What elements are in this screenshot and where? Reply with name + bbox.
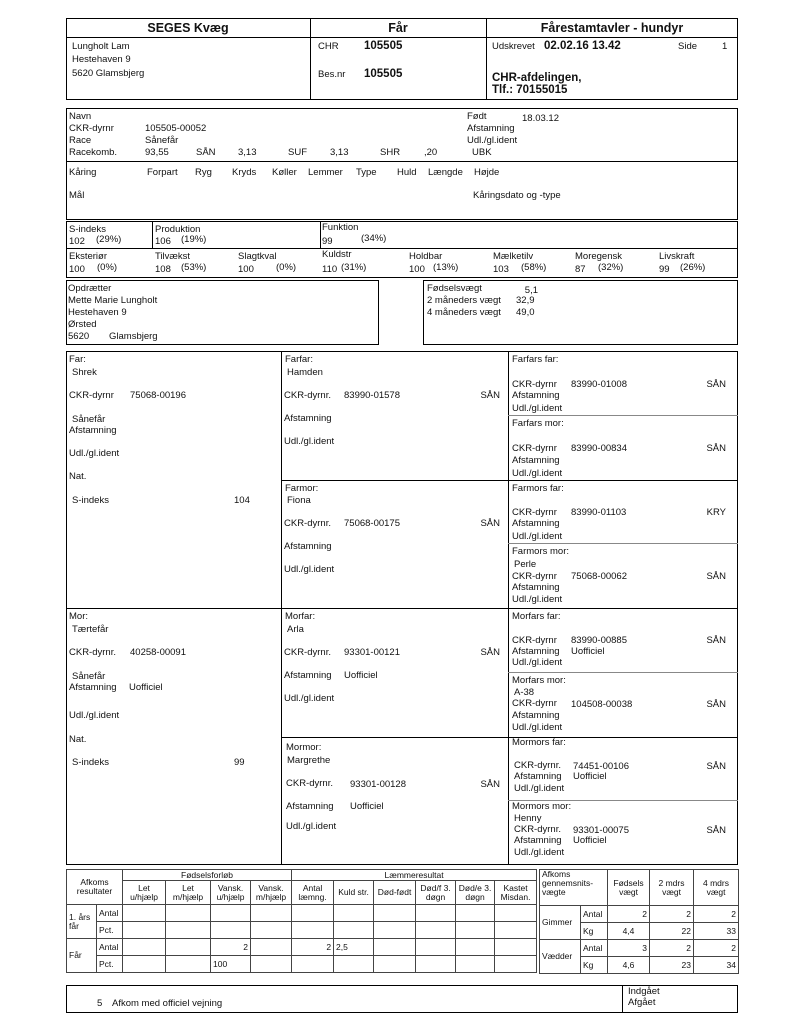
index-pct: (31%) <box>341 262 367 273</box>
udl-label: Udl./gl.ident <box>512 403 563 414</box>
index-label: Funktion <box>322 222 359 233</box>
column-header: Kastet Misdan. <box>495 881 537 905</box>
sire-name: Shrek <box>72 367 97 378</box>
table-cell <box>123 956 166 973</box>
race-label: Race <box>69 135 92 146</box>
gg-ckr: 93301-00075 <box>573 825 629 836</box>
index-label: Eksteriør <box>69 251 107 262</box>
sire-title: Far: <box>69 354 86 365</box>
grandparent-title: Morfar: <box>285 611 316 622</box>
row-label: Pct. <box>97 956 123 973</box>
weight-label: 2 måneders vægt <box>427 295 501 306</box>
sire-ckr: 75068-00196 <box>130 390 186 401</box>
table-cell <box>374 905 416 922</box>
index-label: Kuldstr <box>322 249 352 260</box>
index-pct: (0%) <box>97 262 118 273</box>
gg-title: Morfars far: <box>512 611 561 622</box>
table-cell <box>123 905 166 922</box>
table-cell: 2 <box>211 939 251 956</box>
table-cell <box>495 922 537 939</box>
index-label: Produktion <box>155 224 201 235</box>
gg-breed: SÅN <box>706 761 726 772</box>
row-label: Antal <box>97 905 123 922</box>
index-value: 108 <box>155 264 171 275</box>
column-header: Fødsels vægt <box>608 870 650 906</box>
udl-label: Udl./gl.ident <box>512 468 563 479</box>
born-date: 18.03.12 <box>522 113 559 124</box>
table-cell <box>416 922 456 939</box>
growth-header: Afkoms gennemsnits-vægte <box>540 870 608 906</box>
table-row <box>540 940 739 957</box>
index-value: 87 <box>575 264 586 275</box>
table-row <box>67 905 537 922</box>
table-cell: 2,5 <box>334 939 374 956</box>
ckr-label: CKR-dyrnr. <box>286 778 333 789</box>
udl-label: Udl./gl.ident <box>467 135 518 146</box>
row-group-label: Får <box>67 939 97 973</box>
dam-title: Mor: <box>69 611 88 622</box>
racekomb-value: ,20 <box>424 147 438 158</box>
maal-label: Mål <box>69 190 85 201</box>
grandparent-ckr: 93301-00121 <box>344 647 400 658</box>
karing-col: Forpart <box>147 167 178 178</box>
udl-label: Udl./gl.ident <box>284 436 335 447</box>
sire-ckr-label: CKR-dyrnr <box>69 390 114 401</box>
dam-name: Tærtefår <box>72 624 109 635</box>
racekomb-label: Racekomb. <box>69 147 118 158</box>
racekomb-value: 3,13 <box>330 147 349 158</box>
breeder-zip: 5620 <box>68 331 90 342</box>
table-cell <box>456 922 495 939</box>
afstamning-label: Afstamning <box>514 771 562 782</box>
grandparent-ckr: 93301-00128 <box>350 779 406 790</box>
afstamning-label: Afstamning <box>512 646 560 657</box>
gg-breed: KRY <box>706 507 726 518</box>
ckr-label: CKR-dyrnr <box>69 123 114 134</box>
udl-label: Udl./gl.ident <box>512 657 563 668</box>
weight-value: 49,0 <box>516 307 535 318</box>
table-cell <box>416 905 456 922</box>
column-header: Let u/hjælp <box>123 881 166 905</box>
table-cell <box>495 956 537 973</box>
index-label: Livskraft <box>659 251 695 262</box>
udl-label: Udl./gl.ident <box>284 693 335 704</box>
table-cell <box>334 956 374 973</box>
index-pct: (53%) <box>181 262 207 273</box>
index-label: Tilvækst <box>155 251 191 262</box>
afstamning-label: Afstamning <box>284 670 332 681</box>
name-label: Navn <box>69 111 92 122</box>
gg-ckr: 83990-01008 <box>571 379 627 390</box>
species-title: Får <box>388 21 408 35</box>
table-cell <box>456 939 495 956</box>
ckr-label: CKR-dyrnr. <box>284 390 331 401</box>
sire-afstamning-label: Afstamning <box>69 425 117 436</box>
table-cell <box>292 922 334 939</box>
born-label: Født <box>467 111 487 122</box>
gg-ckr: 83990-00834 <box>571 443 627 454</box>
gg-title: Farfars far: <box>512 354 559 365</box>
gg-breed: SÅN <box>706 443 726 454</box>
gg-ckr: 83990-00885 <box>571 635 627 646</box>
chr-label: CHR <box>318 41 339 52</box>
column-header: Vansk. m/hjælp <box>251 881 292 905</box>
index-value: 102 <box>69 236 85 247</box>
animal-race: Sånefår <box>145 135 179 146</box>
table-cell: 3 <box>608 940 650 957</box>
table-cell <box>166 939 211 956</box>
dam-sindeks-label: S-indeks <box>72 757 109 768</box>
weight-label: Fødselsvægt <box>427 283 482 294</box>
gg-breed: SÅN <box>706 825 726 836</box>
afstamning-label: Afstamning <box>512 390 560 401</box>
udl-label: Udl./gl.ident <box>512 531 563 542</box>
grandparent-breed: SÅN <box>480 518 500 529</box>
gg-afstamning: Uofficiel <box>571 646 605 657</box>
grandparent-ckr: 75068-00175 <box>344 518 400 529</box>
table-cell <box>211 905 251 922</box>
table-cell <box>251 956 292 973</box>
table-cell <box>123 939 166 956</box>
breeder-label: Opdrætter <box>68 283 112 294</box>
table-cell <box>251 939 292 956</box>
table-cell <box>416 939 456 956</box>
index-value: 106 <box>155 236 171 247</box>
gg-ckr: 75068-00062 <box>571 571 627 582</box>
document-title: Fårestamtavler - hundyr <box>540 21 684 35</box>
footer-text: Afkom med officiel vejning <box>112 998 223 1009</box>
dam-nat-label: Nat. <box>69 734 87 745</box>
table-cell <box>456 905 495 922</box>
row-label: Antal <box>97 939 123 956</box>
breeder-city: Glamsbjerg <box>109 331 158 342</box>
table-cell: 4,6 <box>608 957 650 974</box>
afstamning-label: Afstamning <box>512 455 560 466</box>
udl-label: Udl./gl.ident <box>512 722 563 733</box>
sire-sindeks: 104 <box>234 495 250 506</box>
table-cell <box>495 905 537 922</box>
gg-ckr: 83990-01103 <box>571 507 627 518</box>
table-cell <box>374 922 416 939</box>
index-pct: (26%) <box>680 262 706 273</box>
table-cell <box>211 922 251 939</box>
table-cell <box>166 956 211 973</box>
index-label: S-indeks <box>69 224 106 235</box>
gg-title: Mormors mor: <box>512 801 572 812</box>
index-pct: (13%) <box>433 262 459 273</box>
sire-udl-label: Udl./gl.ident <box>69 448 120 459</box>
table-cell <box>374 939 416 956</box>
udl-label: Udl./gl.ident <box>284 564 335 575</box>
column-header: Død-født <box>374 881 416 905</box>
page-number: 1 <box>722 41 728 52</box>
gg-breed: SÅN <box>706 379 726 390</box>
ckr-label: CKR-dyrnr <box>512 379 557 390</box>
grandparent-afstamning: Uofficiel <box>350 801 384 812</box>
gg-title: Farmors far: <box>512 483 564 494</box>
ckr-label: CKR-dyrnr <box>512 698 557 709</box>
row-label: Pct. <box>97 922 123 939</box>
gg-name: Henny <box>514 813 542 824</box>
index-label: Moregensk <box>575 251 622 262</box>
karing-col: Længde <box>428 167 463 178</box>
grandparent-name: Arla <box>287 624 304 635</box>
grandparent-breed: SÅN <box>480 779 500 790</box>
index-label: Slagtkval <box>238 251 277 262</box>
table-cell: 2 <box>608 906 650 923</box>
afstamning-label: Afstamning <box>467 123 515 134</box>
table-cell: 2 <box>650 906 694 923</box>
grandparent-breed: SÅN <box>480 390 500 401</box>
column-header: Kuld str. <box>334 881 374 905</box>
index-label: Holdbar <box>409 251 443 262</box>
table-row <box>540 906 739 923</box>
afstamning-label: Afstamning <box>512 582 560 593</box>
column-header: 2 mdrs vægt <box>650 870 694 906</box>
karing-date-label: Kåringsdato og -type <box>473 190 561 201</box>
column-header: Død/f 3. døgn <box>416 881 456 905</box>
table-cell <box>251 922 292 939</box>
index-pct: (32%) <box>598 262 624 273</box>
gg-breed: SÅN <box>706 699 726 710</box>
afstamning-label: Afstamning <box>514 835 562 846</box>
racekomb-breed: SUF <box>288 147 307 158</box>
chr-value: 105505 <box>364 40 403 52</box>
racekomb-breed: UBK <box>472 147 492 158</box>
gg-name: A-38 <box>514 687 535 698</box>
table-cell <box>495 939 537 956</box>
karing-col: Køller <box>272 167 297 178</box>
besnr-value: 105505 <box>364 68 403 80</box>
column-header: Vansk. u/hjælp <box>211 881 251 905</box>
table-cell: 2 <box>292 939 334 956</box>
ckr-label: CKR-dyrnr. <box>514 824 561 835</box>
gg-title: Morfars mor: <box>512 675 566 686</box>
row-label: Kg <box>581 957 608 974</box>
dam-udl-label: Udl./gl.ident <box>69 710 120 721</box>
udl-label: Udl./gl.ident <box>286 821 337 832</box>
table-cell <box>166 922 211 939</box>
udl-label: Udl./gl.ident <box>514 847 565 858</box>
grandparent-name: Margrethe <box>287 755 331 766</box>
afstamning-label: Afstamning <box>286 801 334 812</box>
sire-nat-label: Nat. <box>69 471 87 482</box>
afstamning-label: Afstamning <box>512 518 560 529</box>
table-cell <box>166 905 211 922</box>
karing-col: Ryg <box>195 167 212 178</box>
index-value: 100 <box>69 264 85 275</box>
dam-race: Sånefår <box>72 671 106 682</box>
index-pct: (0%) <box>276 262 297 273</box>
table-row <box>67 956 537 973</box>
dept-phone: Tlf.: 70155015 <box>492 84 568 96</box>
grandparent-title: Farmor: <box>285 483 319 494</box>
index-pct: (29%) <box>96 234 122 245</box>
grandparent-name: Fiona <box>287 495 311 506</box>
offspring-table <box>66 869 537 973</box>
breeder-name: Mette Marie Lungholt <box>68 295 158 306</box>
animal-ckr: 105505-00052 <box>145 123 207 134</box>
table-cell: 34 <box>694 957 739 974</box>
dam-sindeks: 99 <box>234 757 245 768</box>
grandparent-title: Farfar: <box>285 354 313 365</box>
index-pct: (19%) <box>181 234 207 245</box>
grandparent-afstamning: Uofficiel <box>344 670 378 681</box>
dam-ckr: 40258-00091 <box>130 647 186 658</box>
gg-afstamning: Uofficiel <box>573 835 607 846</box>
grandparent-title: Mormor: <box>286 742 322 753</box>
index-value: 100 <box>409 264 425 275</box>
ckr-label: CKR-dyrnr <box>512 443 557 454</box>
grandparent-name: Hamden <box>287 367 323 378</box>
karing-label: Kåring <box>69 167 97 178</box>
weight-value: 5,1 <box>524 285 538 296</box>
weight-label: 4 måneders vægt <box>427 307 501 318</box>
breeder-town: Ørsted <box>68 319 97 330</box>
table-cell <box>292 956 334 973</box>
printed-value: 02.02.16 13.42 <box>544 40 621 52</box>
gg-title: Farfars mor: <box>512 418 564 429</box>
row-label: Antal <box>581 940 608 957</box>
gg-afstamning: Uofficiel <box>573 771 607 782</box>
afstamning-label: Afstamning <box>512 710 560 721</box>
sire-race: Sånefår <box>72 414 106 425</box>
index-value: 110 <box>322 264 338 275</box>
karing-col: Type <box>356 167 377 178</box>
grandparent-breed: SÅN <box>480 647 500 658</box>
ckr-label: CKR-dyrnr <box>512 571 557 582</box>
row-group-label: Vædder <box>540 940 581 974</box>
afgaet-label: Afgået <box>628 997 656 1008</box>
index-value: 103 <box>493 264 509 275</box>
ckr-label: CKR-dyrnr. <box>284 647 331 658</box>
footer-count: 5 <box>97 998 103 1009</box>
afstamning-label: Afstamning <box>284 541 332 552</box>
row-label: Kg <box>581 923 608 940</box>
table-cell <box>416 956 456 973</box>
table-cell: 2 <box>650 940 694 957</box>
afkom-header: Afkoms resultater <box>67 870 123 905</box>
gg-ckr: 104508-00038 <box>571 699 633 710</box>
gg-ckr: 74451-00106 <box>573 761 629 772</box>
gg-breed: SÅN <box>706 571 726 582</box>
karing-col: Huld <box>397 167 417 178</box>
afstamning-label: Afstamning <box>284 413 332 424</box>
table-cell <box>374 956 416 973</box>
dept-name: CHR-afdelingen, <box>492 72 582 84</box>
table-cell <box>334 905 374 922</box>
row-label: Antal <box>581 906 608 923</box>
dam-ckr-label: CKR-dyrnr. <box>69 647 116 658</box>
dam-afstamning: Uofficiel <box>129 682 163 693</box>
table-cell <box>334 922 374 939</box>
ckr-label: CKR-dyrnr. <box>284 518 331 529</box>
column-header: Antal læmng. <box>292 881 334 905</box>
sire-sindeks-label: S-indeks <box>72 495 109 506</box>
grandparent-ckr: 83990-01578 <box>344 390 400 401</box>
table-cell <box>292 905 334 922</box>
table-cell <box>456 956 495 973</box>
page-label: Side <box>678 41 698 52</box>
index-pct: (34%) <box>361 233 387 244</box>
birth-group-header: Fødselsforløb <box>123 870 292 881</box>
indgaet-label: Indgået <box>628 986 660 997</box>
table-cell: 2 <box>694 906 739 923</box>
karing-col: Højde <box>474 167 500 178</box>
growth-table <box>539 869 739 974</box>
racekomb-breed: SÅN <box>196 147 216 158</box>
racekomb-value: 93,55 <box>145 147 169 158</box>
racekomb-value: 3,13 <box>238 147 257 158</box>
table-cell: 23 <box>650 957 694 974</box>
index-pct: (58%) <box>521 262 547 273</box>
table-cell: 22 <box>650 923 694 940</box>
column-header: 4 mdrs vægt <box>694 870 739 906</box>
table-cell: 2 <box>694 940 739 957</box>
table-cell: 100 <box>211 956 251 973</box>
table-row <box>67 939 537 956</box>
column-header: Let m/hjælp <box>166 881 211 905</box>
ckr-label: CKR-dyrnr <box>512 507 557 518</box>
table-cell: 33 <box>694 923 739 940</box>
racekomb-breed: SHR <box>380 147 401 158</box>
company-name: SEGES Kvæg <box>147 21 229 35</box>
row-group-label: Gimmer <box>540 906 581 940</box>
gg-title: Mormors far: <box>512 737 566 748</box>
table-cell <box>123 922 166 939</box>
ckr-label: CKR-dyrnr. <box>514 760 561 771</box>
breeder-street: Hestehaven 9 <box>68 307 127 318</box>
printed-label: Udskrevet <box>492 41 535 52</box>
gg-name: Perle <box>514 559 537 570</box>
ckr-label: CKR-dyrnr <box>512 635 557 646</box>
udl-label: Udl./gl.ident <box>514 783 565 794</box>
weight-value: 32,9 <box>516 295 535 306</box>
owner-city: 5620 Glamsbjerg <box>72 68 145 79</box>
index-value: 99 <box>322 236 333 247</box>
gg-title: Farmors mor: <box>512 546 569 557</box>
gg-breed: SÅN <box>706 635 726 646</box>
table-row <box>67 922 537 939</box>
column-header: Død/e 3. døgn <box>456 881 495 905</box>
index-value: 99 <box>659 264 670 275</box>
lamb-group-header: Læmmeresultat <box>292 870 537 881</box>
table-cell <box>251 905 292 922</box>
karing-col: Lemmer <box>308 167 343 178</box>
besnr-label: Bes.nr <box>318 69 346 80</box>
dam-afstamning-label: Afstamning <box>69 682 117 693</box>
karing-col: Kryds <box>232 167 257 178</box>
owner-street: Hestehaven 9 <box>72 54 131 65</box>
index-value: 100 <box>238 264 254 275</box>
owner-name: Lungholt Lam <box>72 41 130 52</box>
udl-label: Udl./gl.ident <box>512 594 563 605</box>
table-cell: 4,4 <box>608 923 650 940</box>
index-label: Mælketilv <box>493 251 534 262</box>
row-group-label: 1. års får <box>67 905 97 939</box>
